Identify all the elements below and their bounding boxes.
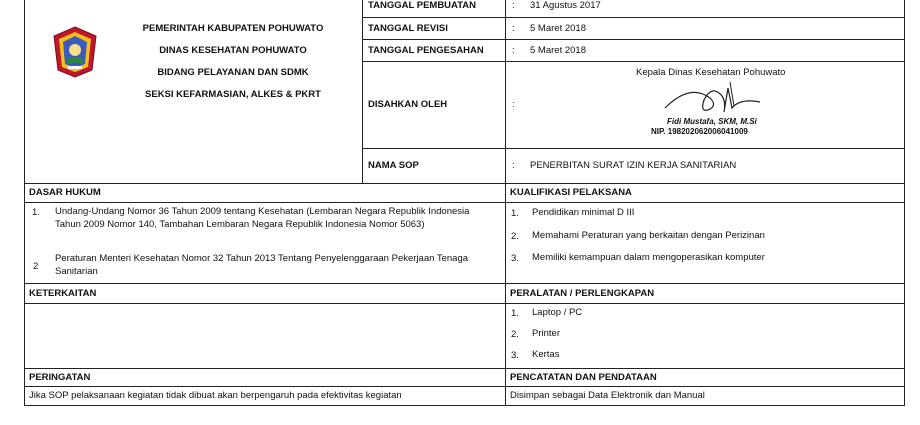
section-line-1 <box>24 183 905 184</box>
kualifikasi-num-3: 3. <box>511 253 519 264</box>
row-line-4 <box>362 148 905 149</box>
peralatan-item-3: Kertas <box>532 349 560 360</box>
signature-stamp <box>660 78 770 118</box>
peralatan-num-3: 3. <box>511 350 519 361</box>
signature-title: Kepala Dinas Kesehatan Pohuwato <box>636 67 786 78</box>
disahkan-oleh-colon: : <box>512 99 515 110</box>
signature-name: Fidi Mustafa, SKM, M.Si <box>667 117 757 126</box>
tanggal-revisi-value: 5 Maret 2018 <box>530 23 586 34</box>
peringatan-text: Jika SOP pelaksanaan kegiatan tidak dibuat akan berpengaruh pada efektivitas kegiatan <box>29 390 402 401</box>
tanggal-revisi-label: TANGGAL REVISI <box>368 23 448 34</box>
dasar-hukum-num-2: 2 <box>33 261 39 272</box>
dasar-hukum-item-1-line1: Undang-Undang Nomor 36 Tahun 2009 tentang Kesehatan (Lembaran Negara Republik Indonesia <box>55 206 470 217</box>
tanggal-pembuatan-colon: : <box>512 0 515 11</box>
pohuwato-logo <box>52 26 98 78</box>
peralatan-num-1: 1. <box>511 308 519 319</box>
kualifikasi-item-2: Memahami Peraturan yang berkaitan dengan Perizinan <box>532 230 765 241</box>
section-line-2 <box>24 202 905 203</box>
disahkan-oleh-label: DISAHKAN OLEH <box>368 99 448 110</box>
table-border-left <box>24 0 25 406</box>
nama-sop-colon: : <box>512 160 515 171</box>
kualifikasi-item-3: Memiliki kemampuan dalam mengoperasikan komputer <box>532 252 765 263</box>
peralatan-num-2: 2. <box>511 329 519 340</box>
dasar-hukum-title: DASAR HUKUM <box>29 187 101 198</box>
tanggal-pembuatan-value: 31 Agustus 2017 <box>530 0 601 11</box>
section-line-4 <box>24 303 905 304</box>
peralatan-title: PERALATAN / PERLENGKAPAN <box>510 288 655 299</box>
org-line-1: PEMERINTAH KABUPATEN POHUWATO <box>142 23 324 34</box>
peralatan-item-2: Printer <box>532 328 560 339</box>
peringatan-title: PERINGATAN <box>29 372 91 383</box>
row-line-2 <box>362 39 905 40</box>
dasar-hukum-num-1: 1. <box>32 207 40 218</box>
org-line-2: DINAS KESEHATAN POHUWATO <box>159 45 307 56</box>
tanggal-pengesahan-value: 5 Maret 2018 <box>530 45 586 56</box>
org-line-3: BIDANG PELAYANAN DAN SDMK <box>157 67 309 78</box>
nama-sop-label: NAMA SOP <box>368 160 419 171</box>
section-line-6 <box>24 386 905 387</box>
dasar-hukum-item-1-line2: Tahun 2009 Nomor 140, Tambahan Lembaran Negara Republik Indonesia Nomor 5063) <box>55 219 425 230</box>
kualifikasi-num-1: 1. <box>511 208 519 219</box>
table-border-bottom <box>24 405 905 406</box>
signature-nip: NIP. 198202062006041009 <box>651 127 748 136</box>
tanggal-revisi-colon: : <box>512 23 515 34</box>
tanggal-pembuatan-label: TANGGAL PEMBUATAN <box>368 0 477 11</box>
pencatatan-title: PENCATATAN DAN PENDATAAN <box>510 372 657 383</box>
dasar-hukum-item-2-line1: Peraturan Menteri Kesehatan Nomor 32 Tahun 2013 Tentang Penyelenggaraan Pekerjaan Tenaga <box>55 253 469 264</box>
peralatan-item-1: Laptop / PC <box>532 307 583 318</box>
keterkaitan-title: KETERKAITAN <box>29 288 97 299</box>
kualifikasi-num-2: 2. <box>511 231 519 242</box>
org-line-4: SEKSI KEFARMASIAN, ALKES & PKRT <box>145 89 321 100</box>
section-line-5 <box>24 368 905 369</box>
section-line-3 <box>24 283 905 284</box>
kualifikasi-item-1: Pendidikan minimal D III <box>532 207 635 218</box>
dasar-hukum-item-2-line2: Sanitarian <box>55 266 98 277</box>
tanggal-pengesahan-colon: : <box>512 45 515 56</box>
header-divider-1 <box>362 0 363 183</box>
row-line-1 <box>362 17 905 18</box>
tanggal-pengesahan-label: TANGGAL PENGESAHAN <box>368 45 484 56</box>
row-line-3 <box>362 61 905 62</box>
pencatatan-text: Disimpan sebagai Data Elektronik dan Manual <box>510 390 705 401</box>
kualifikasi-title: KUALIFIKASI PELAKSANA <box>510 187 632 198</box>
nama-sop-value: PENERBITAN SURAT IZIN KERJA SANITARIAN <box>530 160 737 171</box>
